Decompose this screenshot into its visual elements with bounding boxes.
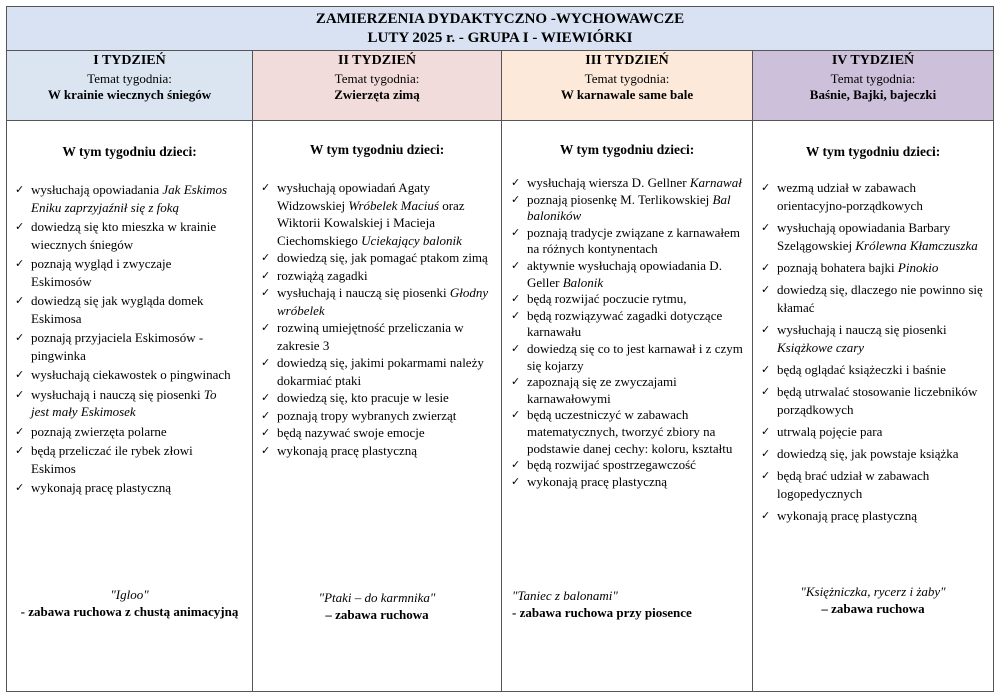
goal-text: będą rozwijać poczucie rytmu, xyxy=(527,291,687,307)
goal-text: będą rozwiązywać zagadki dotyczące karnawału xyxy=(527,307,723,340)
week-body xyxy=(502,121,752,691)
check-icon: ✓ xyxy=(761,385,771,398)
goal-text: wykonają pracę plastyczną xyxy=(527,473,668,489)
check-icon: ✓ xyxy=(761,221,771,234)
check-icon: ✓ xyxy=(761,181,771,194)
goal-item xyxy=(761,179,985,215)
week-name: I TYDZIEŃ xyxy=(93,53,166,68)
goal-item xyxy=(761,467,985,503)
goal-title-italic: Uciekający balonik xyxy=(361,232,462,248)
check-icon: ✓ xyxy=(511,375,521,389)
goal-item xyxy=(761,281,985,317)
check-icon: ✓ xyxy=(15,368,25,381)
topic-label: Temat tygodnia: xyxy=(584,71,670,86)
game-type: – zabawa ruchowa xyxy=(821,601,925,616)
check-icon: ✓ xyxy=(761,425,771,438)
title-line-1: ZAMIERZENIA DYDAKTYCZNO -WYCHOWAWCZE xyxy=(315,11,685,27)
week-header xyxy=(753,51,993,121)
check-icon: ✓ xyxy=(511,258,521,272)
goal-item xyxy=(15,255,234,290)
goal-title-italic: Wróbelek Maciuś xyxy=(348,197,439,213)
goal-text: wysłuchają opowiadania xyxy=(31,182,163,197)
week-column-4 xyxy=(753,51,993,691)
check-icon: ✓ xyxy=(511,408,521,422)
check-icon: ✓ xyxy=(261,408,271,422)
goal-item xyxy=(261,354,495,389)
check-icon: ✓ xyxy=(261,321,271,334)
goal-text: poznają przyjaciela Eskimosów - pingwinka xyxy=(31,330,204,363)
goal-text: wykonają pracę plastyczną xyxy=(31,480,172,495)
goal-title-italic: Pinokio xyxy=(897,260,939,275)
game-title: "Taniec z balonami" xyxy=(512,588,618,603)
goal-item xyxy=(15,329,234,364)
goal-item xyxy=(761,259,985,277)
goal-item xyxy=(15,442,234,477)
check-icon: ✓ xyxy=(761,447,771,460)
goal-text: będą utrwalać stosowanie liczebników porządkowych xyxy=(777,384,978,417)
goal-title-italic: Książkowe czary xyxy=(777,340,865,355)
goal-title-italic: Karnawał xyxy=(689,175,742,190)
check-icon: ✓ xyxy=(511,176,521,189)
check-icon: ✓ xyxy=(761,261,771,274)
check-icon: ✓ xyxy=(15,294,25,307)
goal-title-italic: Głodny wróbelek xyxy=(277,285,489,318)
title-line-2: LUTY 2025 r. - GRUPA I - WIEWIÓRKI xyxy=(367,30,633,46)
week-column-2 xyxy=(253,51,502,691)
goal-text: dowiedzą się, dlaczego nie powinno się kłamać xyxy=(777,282,983,315)
week-name: II TYDZIEŃ xyxy=(338,53,416,68)
check-icon: ✓ xyxy=(15,424,25,438)
check-icon: ✓ xyxy=(761,283,771,296)
goal-text: poznają tradycje związane z karnawałem na różnych kontynentach xyxy=(527,224,740,257)
goal-item xyxy=(15,181,234,216)
check-icon: ✓ xyxy=(761,323,771,336)
goal-title-italic: Bal baloników xyxy=(527,191,731,224)
goal-item xyxy=(261,267,495,285)
goal-text: będą uczestniczyć w zabawach matematycznych, tworzyć zbiory na podstawie danej cechy: koloru, kształtu xyxy=(527,407,733,456)
goal-text: dowiedzą się co to jest karnawał i z czym się kojarzy xyxy=(527,340,743,373)
goal-text: dowiedzą się, jakimi pokarmami należy dokarmiać ptaki xyxy=(277,355,484,388)
check-icon: ✓ xyxy=(761,363,771,376)
goal-item xyxy=(511,474,744,491)
goal-item xyxy=(15,386,234,421)
intro-heading: W tym tygodniu dzieci: xyxy=(559,142,695,157)
goal-text: poznają zwierzęta polarne xyxy=(31,423,167,439)
check-icon: ✓ xyxy=(15,257,25,270)
game-title: "Igloo" xyxy=(110,587,149,602)
goal-item xyxy=(511,341,744,374)
document-title xyxy=(7,7,993,51)
check-icon: ✓ xyxy=(15,481,25,494)
goal-title-italic: Królewna Kłamczuszka xyxy=(855,238,978,253)
week-header xyxy=(502,51,752,121)
check-icon: ✓ xyxy=(15,331,25,344)
goal-text: będą brać udział w zabawach logopedycznych xyxy=(777,468,930,501)
topic-label: Temat tygodnia: xyxy=(334,71,420,86)
goal-text: dowiedzą się jak wygląda domek Eskimosa xyxy=(31,293,204,326)
goal-title-italic: Jak Eskimos Eniku zaprzyjaźnił się z foką xyxy=(31,182,228,215)
goal-item xyxy=(511,457,744,474)
goal-item xyxy=(511,291,744,308)
goal-text: rozwiną umiejętność przeliczania w zakresie 3 xyxy=(277,320,464,353)
game-type: - zabawa ruchowa z chustą animacyjną xyxy=(20,604,239,619)
week-topic: Zwierzęta zimą xyxy=(334,87,420,102)
goal-item xyxy=(261,249,495,267)
week-topic: Baśnie, Bajki, bajeczki xyxy=(809,87,937,102)
goal-text: będą nazywać swoje emocje xyxy=(277,425,425,440)
check-icon: ✓ xyxy=(15,183,25,196)
check-icon: ✓ xyxy=(511,192,521,206)
goal-text: będą rozwijać spostrzegawczość xyxy=(527,457,696,473)
goal-text: wykonają pracę plastyczną xyxy=(777,508,918,523)
check-icon: ✓ xyxy=(261,426,271,439)
goal-item xyxy=(511,258,744,291)
goal-item xyxy=(511,407,744,457)
intro-heading: W tym tygodniu dzieci: xyxy=(805,144,941,159)
week-footer xyxy=(753,583,993,617)
goal-text: rozwiążą zagadki xyxy=(277,267,368,283)
goal-text: aktywnie wysłuchają opowiadania D. Geller xyxy=(527,257,722,290)
check-icon: ✓ xyxy=(261,443,271,457)
goal-item xyxy=(511,374,744,407)
intro-heading: W tym tygodniu dzieci: xyxy=(309,142,445,157)
check-icon: ✓ xyxy=(261,356,271,369)
goal-item xyxy=(761,507,985,525)
goal-text: wysłuchają opowiadań Agaty Widzowskiej xyxy=(277,180,431,213)
goal-item xyxy=(15,479,234,497)
check-icon: ✓ xyxy=(15,220,25,233)
check-icon: ✓ xyxy=(761,469,771,482)
goal-item xyxy=(511,225,744,258)
week-body xyxy=(253,121,501,691)
goal-item xyxy=(511,175,744,192)
goal-text: wysłuchają i nauczą się piosenki xyxy=(31,386,204,402)
check-icon: ✓ xyxy=(261,391,271,404)
week-topic: W krainie wiecznych śniegów xyxy=(47,87,212,102)
check-icon: ✓ xyxy=(511,308,521,322)
goals-list xyxy=(261,179,495,459)
goal-text: dowiedzą się, jak pomagać ptakom zimą xyxy=(277,250,488,265)
topic-label: Temat tygodnia: xyxy=(87,71,172,86)
check-icon: ✓ xyxy=(261,181,271,194)
week-header xyxy=(7,51,252,121)
goal-text: wysłuchają opowiadania Barbary Szelągowskiej xyxy=(777,220,951,253)
check-icon: ✓ xyxy=(261,286,271,299)
week-footer xyxy=(502,587,752,621)
goal-text: wysłuchają i nauczą się piosenki xyxy=(777,322,947,337)
check-icon: ✓ xyxy=(511,292,521,306)
week-body xyxy=(7,121,252,691)
goal-text: dowiedzą się, kto pracuje w lesie xyxy=(277,390,449,405)
goal-item xyxy=(261,319,495,354)
goal-item xyxy=(761,321,985,357)
goal-item xyxy=(761,361,985,379)
goals-list xyxy=(511,175,744,490)
goal-item xyxy=(761,423,985,441)
week-body xyxy=(753,121,993,691)
goals-list xyxy=(761,179,985,529)
goal-item xyxy=(261,407,495,425)
goal-text: poznają bohatera bajki xyxy=(777,260,898,275)
check-icon: ✓ xyxy=(15,387,25,401)
goal-text: poznają tropy wybranych zwierząt xyxy=(277,407,457,423)
goal-text: wysłuchają wiersza D. Gellner xyxy=(527,175,690,190)
goal-text: dowiedzą się kto mieszka w krainie wiecznych śniegów xyxy=(31,219,217,252)
check-icon: ✓ xyxy=(511,225,521,239)
goal-title-italic: Balonik xyxy=(562,274,604,290)
week-topic: W karnawale same bale xyxy=(560,87,694,102)
check-icon: ✓ xyxy=(761,509,771,522)
goal-item xyxy=(511,192,744,225)
week-header xyxy=(253,51,501,121)
goal-text: wezmą udział w zabawach orientacyjno-porządkowych xyxy=(777,180,923,213)
game-title: "Ptaki – do karmnika" xyxy=(318,590,436,605)
weeks-table xyxy=(7,51,993,691)
goal-text: będą przeliczać ile rybek złowi Eskimos xyxy=(31,443,193,476)
topic-label: Temat tygodnia: xyxy=(830,71,916,86)
goal-text: wysłuchają i nauczą się piosenki xyxy=(277,285,450,300)
game-type: - zabawa ruchowa przy piosence xyxy=(512,605,692,620)
week-name: III TYDZIEŃ xyxy=(585,53,669,68)
goal-text: będą oglądać książeczki i baśnie xyxy=(777,362,946,377)
goals-list xyxy=(15,181,234,499)
goal-text: zapoznają się ze zwyczajami karnawałowymi xyxy=(527,374,677,406)
goal-text: wykonają pracę plastyczną xyxy=(277,442,418,458)
goal-text: wysłuchają ciekawostek o pingwinach xyxy=(31,367,231,382)
week-footer xyxy=(253,589,501,623)
goal-item xyxy=(261,442,495,460)
check-icon: ✓ xyxy=(261,268,271,282)
goal-text: utrwalą pojęcie para xyxy=(777,424,883,439)
goal-text: poznają piosenkę M. Terlikowskiej xyxy=(527,191,713,207)
goal-item xyxy=(15,292,234,327)
goal-title-italic: To jest mały Eskimosek xyxy=(31,386,217,419)
week-column-1 xyxy=(7,51,253,691)
goal-item xyxy=(261,179,495,249)
goal-item xyxy=(761,383,985,419)
intro-heading: W tym tygodniu dzieci: xyxy=(62,144,197,159)
week-footer xyxy=(7,586,252,620)
game-type: – zabawa ruchowa xyxy=(325,607,429,622)
goal-item xyxy=(15,366,234,384)
check-icon: ✓ xyxy=(15,444,25,457)
goal-text: poznają wygląd i zwyczaje Eskimosów xyxy=(31,256,172,289)
goal-item xyxy=(15,423,234,441)
check-icon: ✓ xyxy=(511,458,521,472)
check-icon: ✓ xyxy=(511,474,521,488)
check-icon: ✓ xyxy=(261,251,271,264)
check-icon: ✓ xyxy=(511,341,521,355)
goal-item xyxy=(511,308,744,341)
goal-text: dowiedzą się, jak powstaje książka xyxy=(777,446,959,461)
week-column-3 xyxy=(502,51,753,691)
goal-item xyxy=(261,284,495,319)
goal-item xyxy=(261,389,495,407)
goal-text: oraz Wiktorii Kowalskiej i Macieja Ciechomskiego xyxy=(277,197,465,248)
game-title: "Księżniczka, rycerz i żaby" xyxy=(800,584,946,599)
week-name: IV TYDZIEŃ xyxy=(831,53,915,68)
goal-item xyxy=(761,445,985,463)
goal-item xyxy=(15,218,234,253)
plan-document xyxy=(6,6,994,692)
goal-item xyxy=(261,424,495,442)
goal-item xyxy=(761,219,985,255)
